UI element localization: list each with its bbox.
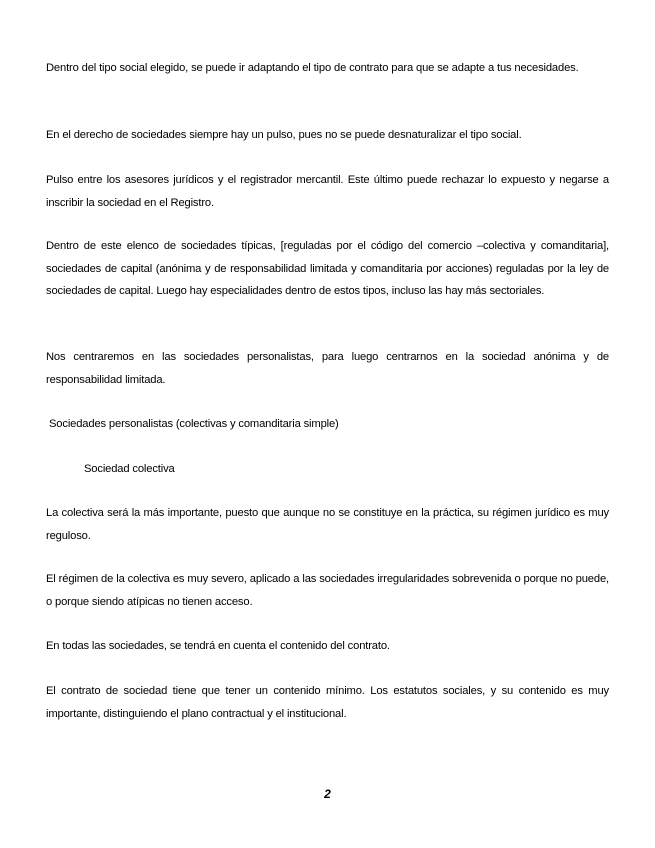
paragraph-9: El contrato de sociedad tiene que tener un contenido mínimo. Los estatutos sociales, y su contenido es muy importante, distinguiendo el plano contractual y el institucional. [46,685,609,720]
paragraph-1: Dentro del tipo social elegido, se puede ir adaptando el tipo de contrato para que se adapte a tus necesidades. [46,62,579,74]
paragraph-7: El régimen de la colectiva es muy severo, aplicado a las sociedades irregularidades sobrevenida o porque no puede, o porque siendo atípicas no tienen acceso. [46,573,609,608]
section-heading: Sociedades personalistas (colectivas y comanditaria simple) [49,418,339,430]
paragraph-2: En el derecho de sociedades siempre hay un pulso, pues no se puede desnaturalizar el tipo social. [46,129,522,141]
page-number: 2 [324,787,331,801]
paragraph-4: Dentro de este elenco de sociedades típicas, [reguladas por el código del comercio –colectiva y comanditaria], sociedades de capital (anónima y de responsabilidad limitada y comanditaria por acciones) reguladas por la ley de sociedades de capital. Luego hay especialidades dentro de estos tipos, incluso las hay más sectoriales. [46,240,609,297]
paragraph-5: Nos centraremos en las sociedades personalistas, para luego centrarnos en la sociedad anónima y de responsabilidad limitada. [46,351,609,386]
subsection-heading: Sociedad colectiva [84,463,175,475]
paragraph-6: La colectiva será la más importante, puesto que aunque no se constituye en la práctica, su régimen jurídico es muy reguloso. [46,507,609,542]
paragraph-3: Pulso entre los asesores jurídicos y el registrador mercantil. Este último puede rechazar lo expuesto y negarse a inscribir la sociedad en el Registro. [46,174,609,209]
paragraph-8: En todas las sociedades, se tendrá en cuenta el contenido del contrato. [46,640,390,652]
